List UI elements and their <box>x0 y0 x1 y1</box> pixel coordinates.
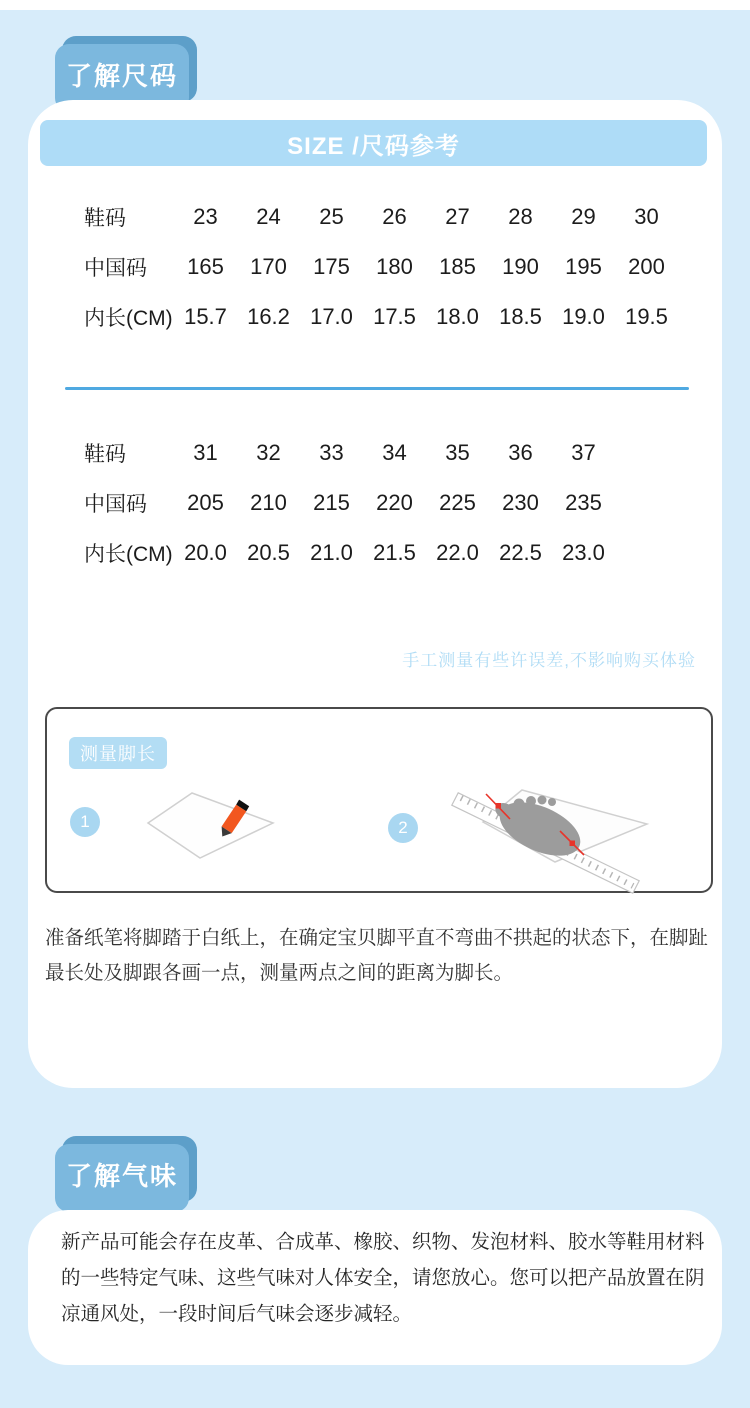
table-row <box>84 528 615 578</box>
row-label: 中国码 <box>84 493 147 516</box>
size-value: 16.2 <box>247 304 290 329</box>
row-label: 鞋码 <box>84 207 126 230</box>
row-label: 鞋码 <box>84 443 126 466</box>
size-value: 26 <box>382 204 407 229</box>
size-value: 210 <box>250 490 287 515</box>
measure-badge <box>69 737 167 769</box>
size-value: 22.0 <box>436 540 479 565</box>
size-value: 29 <box>571 204 596 229</box>
size-value: 215 <box>313 490 350 515</box>
size-value: 20.5 <box>247 540 290 565</box>
size-value: 190 <box>502 254 539 279</box>
size-banner-title: SIZE /尺码参考 <box>287 132 460 160</box>
size-value: 27 <box>445 204 470 229</box>
size-value: 36 <box>508 440 533 465</box>
size-value: 35 <box>445 440 470 465</box>
row-label: 内长(CM) <box>84 307 173 330</box>
size-value: 22.5 <box>499 540 542 565</box>
size-value: 37 <box>571 440 596 465</box>
measure-dot-toe <box>496 803 502 809</box>
size-card <box>28 100 722 1088</box>
odor-section-tab <box>55 1136 197 1212</box>
size-value: 24 <box>256 204 281 229</box>
size-value: 34 <box>382 440 407 465</box>
odor-tab-label: 了解气味 <box>65 1161 178 1191</box>
size-banner <box>40 120 707 166</box>
size-value: 235 <box>565 490 602 515</box>
size-value: 170 <box>250 254 287 279</box>
size-value: 25 <box>319 204 344 229</box>
size-value: 23 <box>193 204 218 229</box>
table-row <box>84 428 615 478</box>
size-tab-label: 了解尺码 <box>65 61 178 91</box>
odor-card <box>28 1210 722 1365</box>
top-white-strip <box>0 0 750 10</box>
size-value: 21.0 <box>310 540 353 565</box>
size-table-large <box>84 428 615 578</box>
ruler-and-footprint-icon <box>420 769 650 894</box>
size-value: 230 <box>502 490 539 515</box>
measure-dot-heel <box>570 841 576 847</box>
row-label: 内长(CM) <box>84 543 173 566</box>
size-value: 17.0 <box>310 304 353 329</box>
paper-and-pencil-icon <box>140 785 285 867</box>
table-row <box>84 292 678 342</box>
size-value: 18.5 <box>499 304 542 329</box>
table-divider <box>65 387 689 390</box>
size-value: 220 <box>376 490 413 515</box>
size-value: 19.5 <box>625 304 668 329</box>
measure-instructions: 准备纸笔将脚踏于白纸上，在确定宝贝脚平直不弯曲不拱起的状态下，在脚趾最长处及脚跟各画一点，测量两点之间的距离为脚长。 <box>45 927 709 984</box>
measure-box <box>45 707 713 893</box>
size-value: 205 <box>187 490 224 515</box>
size-value: 23.0 <box>562 540 605 565</box>
size-table-small <box>84 192 678 342</box>
size-value: 30 <box>634 204 659 229</box>
step-1-badge: 1 <box>70 807 100 837</box>
odor-tab-face <box>55 1144 189 1212</box>
size-value: 31 <box>193 440 218 465</box>
odor-description: 新产品可能会存在皮革、合成革、橡胶、织物、发泡材料、胶水等鞋用材料的一些特定气味、这些气味对人体安全，请您放心。您可以把产品放置在阴凉通风处，一段时间后气味会逐步减轻。 <box>61 1231 705 1325</box>
size-value: 185 <box>439 254 476 279</box>
size-value: 19.0 <box>562 304 605 329</box>
size-value: 195 <box>565 254 602 279</box>
size-value: 225 <box>439 490 476 515</box>
row-label: 中国码 <box>84 257 147 280</box>
table-row <box>84 478 615 528</box>
size-value: 180 <box>376 254 413 279</box>
size-value: 32 <box>256 440 281 465</box>
measure-badge-label: 测量脚长 <box>80 744 156 764</box>
size-value: 165 <box>187 254 224 279</box>
table-row <box>84 192 678 242</box>
size-value: 21.5 <box>373 540 416 565</box>
step-2-badge: 2 <box>388 813 418 843</box>
size-value: 33 <box>319 440 344 465</box>
size-value: 17.5 <box>373 304 416 329</box>
size-value: 28 <box>508 204 533 229</box>
size-value: 20.0 <box>184 540 227 565</box>
size-value: 15.7 <box>184 304 227 329</box>
table-row <box>84 242 678 292</box>
size-value: 200 <box>628 254 665 279</box>
size-value: 175 <box>313 254 350 279</box>
measure-tolerance-note: 手工测量有些许误差,不影响购买体验 <box>402 651 696 670</box>
size-value: 18.0 <box>436 304 479 329</box>
